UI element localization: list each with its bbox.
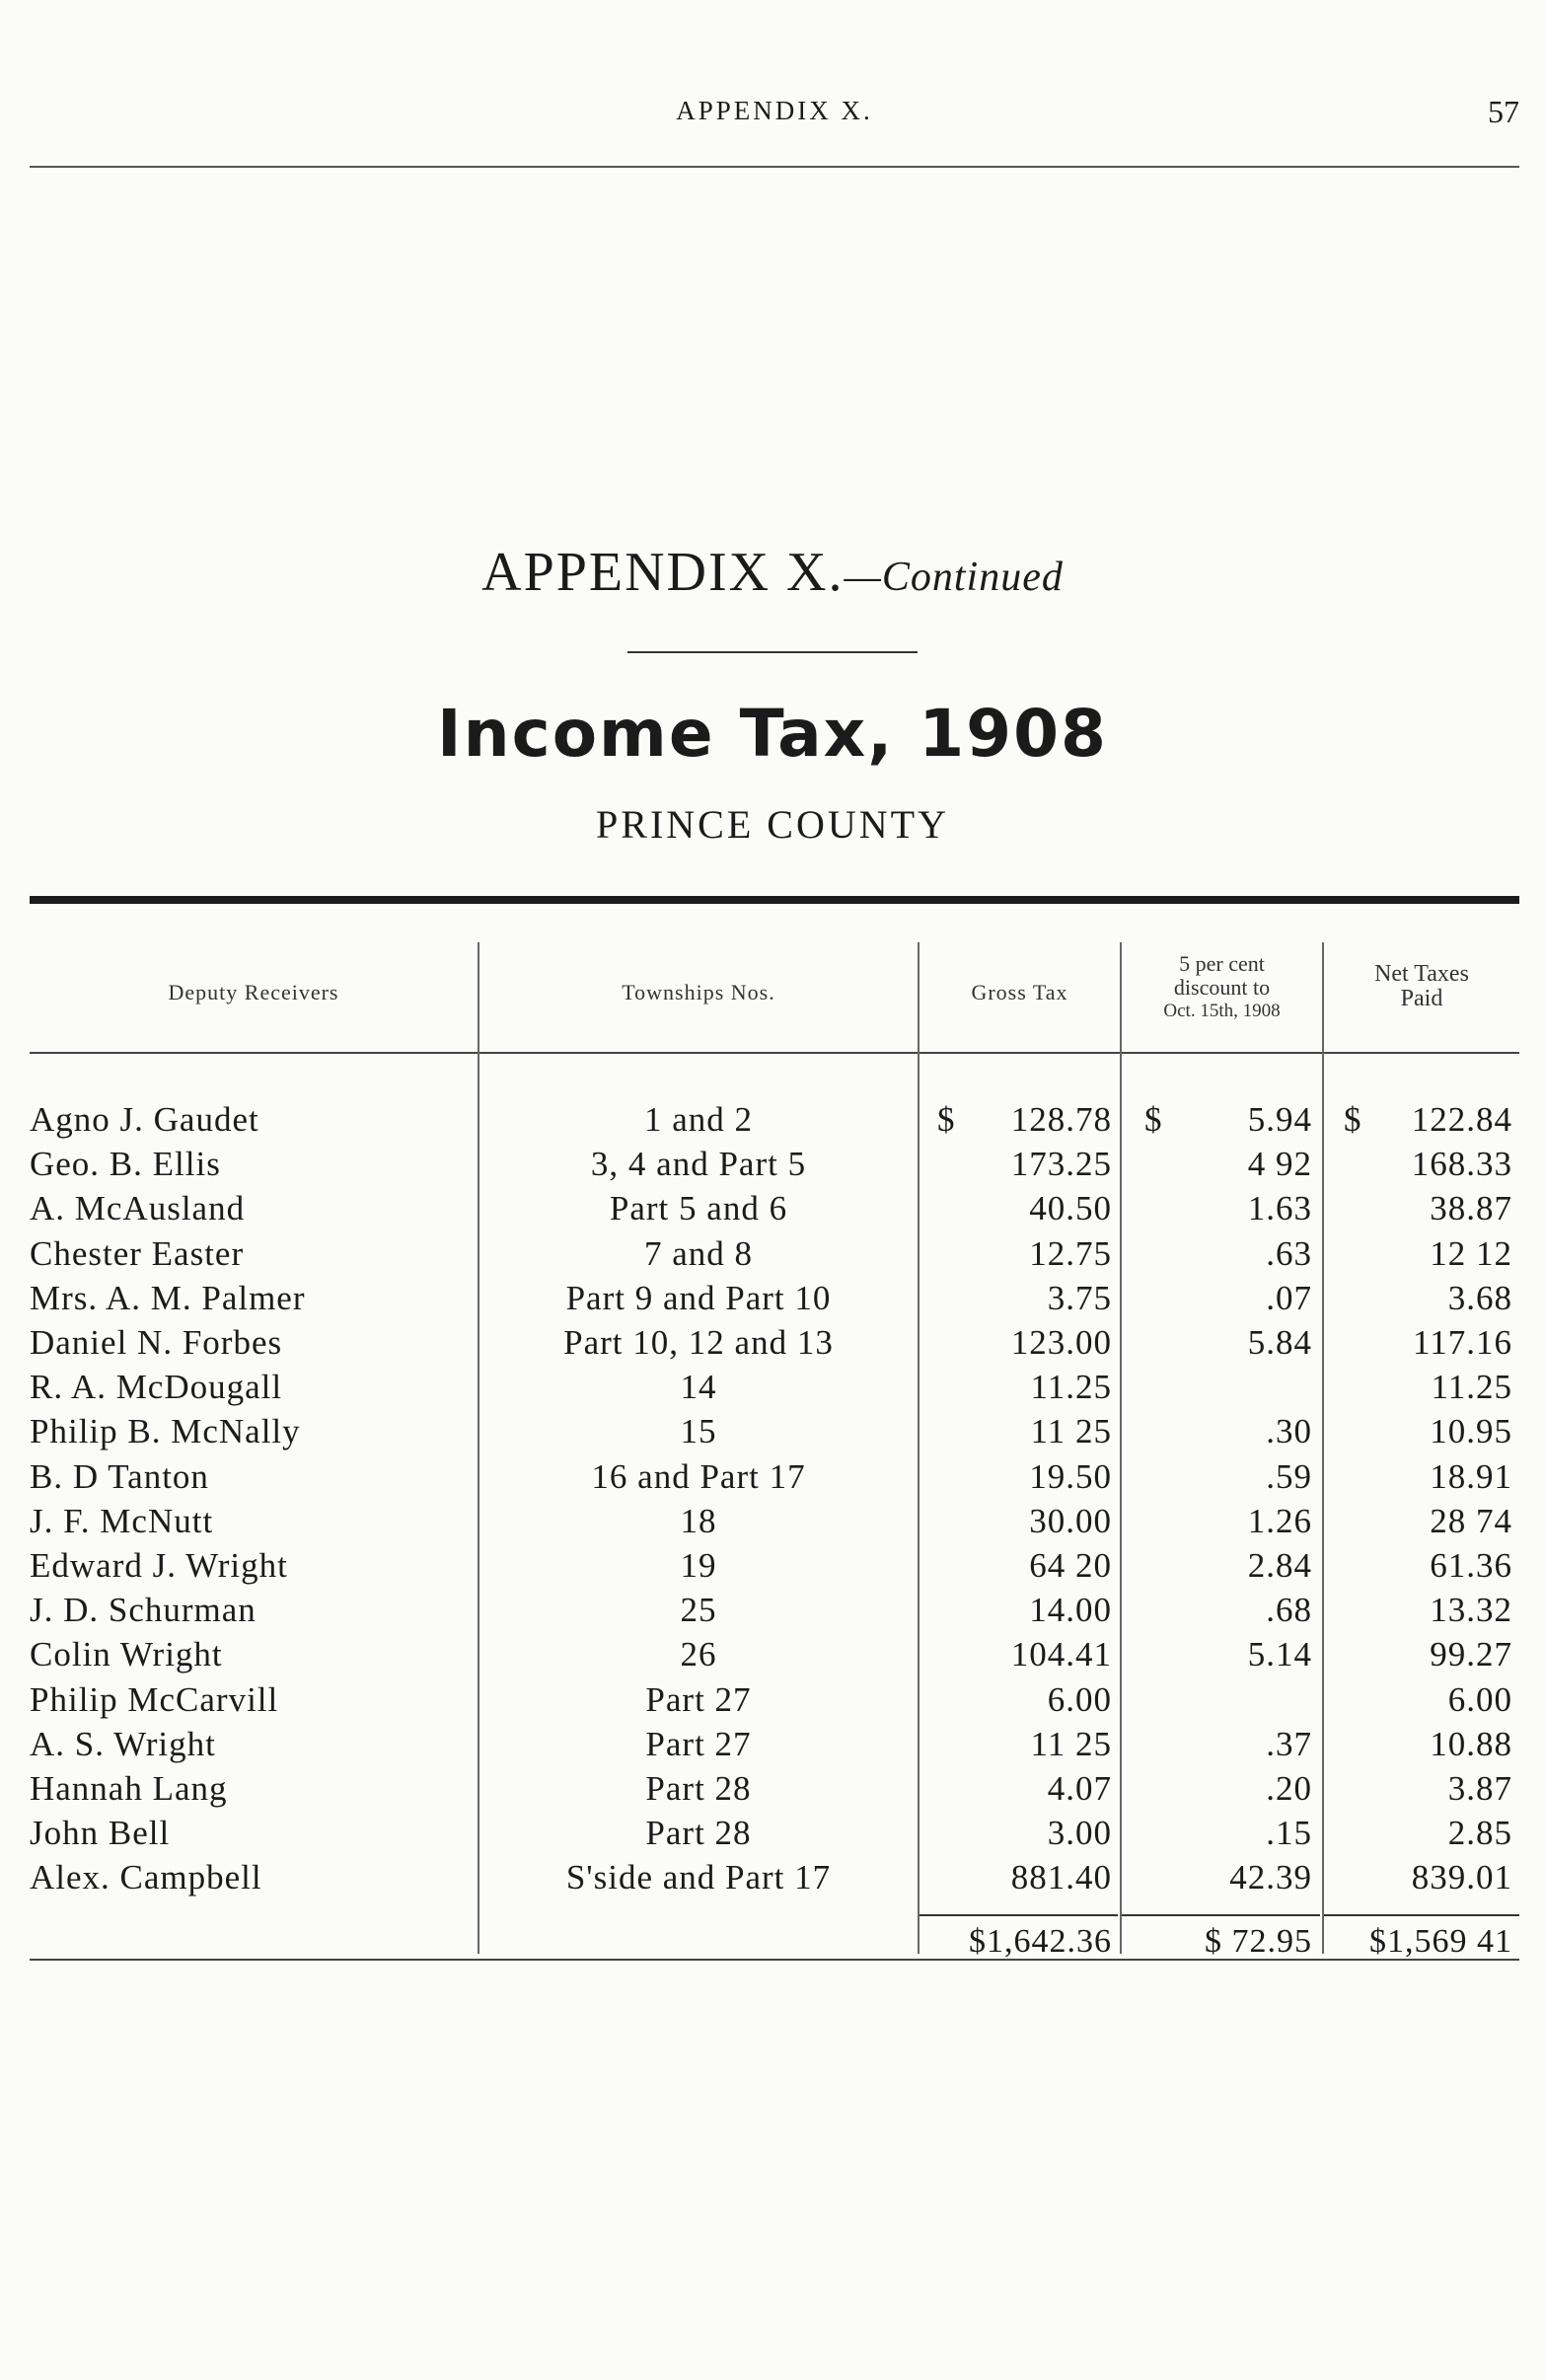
column-divider (918, 942, 920, 1954)
net-taxes-value: 13.32 (1430, 1591, 1512, 1629)
discount-value: .07 (1266, 1279, 1312, 1317)
township-nos: 14 (680, 1368, 717, 1406)
receiver-name: J. D. Schurman (30, 1591, 257, 1629)
gross-tax-value: 64 20 (1029, 1546, 1112, 1585)
receiver-name: B. D Tanton (30, 1457, 209, 1496)
discount-value: 42.39 (1229, 1858, 1312, 1897)
receiver-name: John Bell (30, 1814, 171, 1852)
discount-value (1125, 1677, 1312, 1722)
gross-tax-value: 11 25 (1030, 1412, 1112, 1450)
net-taxes-value: 2.85 (1447, 1814, 1512, 1852)
gross-tax-value: 12.75 (1029, 1234, 1112, 1273)
net-taxes-value: 99.27 (1430, 1635, 1512, 1673)
discount-value: .15 (1266, 1814, 1312, 1852)
header-net-taxes (1324, 962, 1519, 1011)
discount-value: .30 (1266, 1412, 1312, 1450)
discount-value: .59 (1266, 1457, 1312, 1496)
receiver-name: R. A. McDougall (30, 1368, 283, 1406)
township-nos: Part 28 (645, 1769, 752, 1808)
gross-tax-value: 173.25 (1010, 1145, 1112, 1183)
header-net-line2: Paid (1400, 986, 1443, 1011)
continued-label: —Continued (844, 555, 1064, 600)
net-taxes-value: 6.00 (1447, 1680, 1512, 1719)
township-nos: Part 27 (645, 1725, 752, 1763)
gross-tax-value: 881.40 (1010, 1858, 1112, 1897)
gross-tax-value: 4.07 (1047, 1769, 1112, 1808)
gross-tax-value: 128.78 (1010, 1100, 1112, 1139)
net-taxes-value: 122.84 (1411, 1100, 1512, 1139)
net-taxes-value: 28 74 (1430, 1502, 1512, 1540)
header-townships: Townships Nos. (622, 980, 775, 1004)
net-total-rule (1324, 1914, 1519, 1916)
net-taxes-value: 3.68 (1447, 1279, 1512, 1317)
township-nos: 26 (680, 1635, 717, 1673)
discount-value: .37 (1266, 1725, 1312, 1763)
gross-tax-value: 30.00 (1029, 1502, 1112, 1540)
township-nos: Part 10, 12 and 13 (563, 1323, 834, 1362)
township-nos: 19 (680, 1546, 717, 1585)
discount-value: .20 (1266, 1769, 1312, 1808)
receiver-name: A. McAusland (30, 1189, 246, 1227)
township-nos: 25 (680, 1591, 717, 1629)
appendix-label: APPENDIX X. (481, 542, 845, 603)
net-taxes-value: 3.87 (1447, 1769, 1512, 1808)
column-divider (1322, 942, 1324, 1954)
receiver-name: Colin Wright (30, 1635, 223, 1673)
gross-tax-value: 104.41 (1010, 1635, 1112, 1673)
receiver-name: Mrs. A. M. Palmer (30, 1279, 306, 1317)
township-nos: Part 9 and Part 10 (565, 1279, 832, 1317)
gross-tax-value: 3.00 (1047, 1814, 1112, 1852)
running-head (30, 94, 1519, 143)
receiver-name: Alex. Campbell (30, 1858, 262, 1897)
gross-tax-value: 14.00 (1029, 1591, 1112, 1629)
discount-value: 5.94 (1247, 1100, 1312, 1139)
receiver-name: Philip B. McNally (30, 1412, 301, 1450)
table-top-rule (30, 896, 1519, 904)
receiver-name: Daniel N. Forbes (30, 1323, 283, 1362)
header-deputy-receivers: Deputy Receivers (168, 980, 339, 1004)
discount-value: 5.14 (1247, 1635, 1312, 1673)
township-nos: 15 (680, 1412, 717, 1450)
township-nos: 3, 4 and Part 5 (590, 1145, 807, 1183)
net-taxes-value: 12 12 (1430, 1234, 1512, 1273)
net-taxes-value: 117.16 (1413, 1323, 1512, 1362)
receiver-name: Chester Easter (30, 1234, 245, 1273)
township-nos: Part 28 (645, 1814, 752, 1852)
page-number: 57 (1488, 94, 1519, 129)
discount-value: 1.63 (1247, 1189, 1312, 1227)
township-nos: 16 and Part 17 (591, 1457, 806, 1496)
receiver-name: Hannah Lang (30, 1769, 228, 1808)
total-gross: $1,642.36 (969, 1923, 1112, 1960)
net-taxes-value: 10.88 (1430, 1725, 1512, 1763)
net-taxes-value: 61.36 (1430, 1546, 1512, 1585)
header-discount-line1: 5 per cent (1179, 951, 1265, 976)
county-subtitle: PRINCE COUNTY (596, 802, 949, 847)
header-net-line1: Net Taxes (1374, 961, 1469, 987)
discount-value (1125, 1365, 1312, 1409)
net-taxes-value: 10.95 (1430, 1412, 1512, 1450)
header-discount (1122, 952, 1322, 1023)
running-head-title: APPENDIX X. (676, 96, 873, 125)
receiver-name: Edward J. Wright (30, 1546, 288, 1585)
discount-value: .63 (1266, 1234, 1312, 1273)
discount-value: 1.26 (1247, 1502, 1312, 1540)
appendix-heading (0, 541, 1545, 604)
township-nos: Part 27 (645, 1680, 752, 1719)
dollar-sign-gross: $ (937, 1100, 955, 1139)
total-discount: $ 72.95 (1205, 1923, 1312, 1960)
table-header-rule (30, 1052, 1519, 1054)
heading-divider (627, 651, 918, 653)
discount-value: 4 92 (1247, 1145, 1312, 1183)
township-nos: 18 (680, 1502, 717, 1540)
gross-tax-value: 6.00 (1047, 1680, 1112, 1719)
receiver-name: J. F. McNutt (30, 1502, 214, 1540)
column-divider (1120, 942, 1122, 1954)
net-taxes-value: 11.25 (1431, 1368, 1512, 1406)
receiver-name: Geo. B. Ellis (30, 1145, 221, 1183)
receiver-name: Agno J. Gaudet (30, 1100, 259, 1139)
gross-tax-value: 11 25 (1030, 1725, 1112, 1763)
township-nos: 7 and 8 (643, 1234, 754, 1273)
dollar-sign-discount: $ (1144, 1100, 1162, 1139)
gross-total-rule (920, 1914, 1118, 1916)
township-nos: Part 5 and 6 (609, 1189, 788, 1227)
township-nos: 1 and 2 (643, 1100, 754, 1139)
discount-value: 2.84 (1247, 1546, 1312, 1585)
top-rule (30, 166, 1519, 168)
receiver-name: Philip McCarvill (30, 1680, 279, 1719)
column-divider (478, 942, 479, 1954)
page-title: Income Tax, 1908 (437, 696, 1108, 772)
total-net: $1,569 41 (1369, 1923, 1512, 1960)
net-taxes-value: 18.91 (1430, 1457, 1512, 1496)
discount-total-rule (1122, 1914, 1320, 1916)
gross-tax-value: 11.25 (1030, 1368, 1112, 1406)
township-nos: S'side and Part 17 (565, 1858, 832, 1897)
gross-tax-value: 123.00 (1010, 1323, 1112, 1362)
net-taxes-value: 839.01 (1411, 1858, 1512, 1897)
dollar-sign-net: $ (1344, 1100, 1361, 1139)
header-discount-line3: Oct. 15th, 1908 (1163, 1001, 1281, 1021)
discount-value: 5.84 (1247, 1323, 1312, 1362)
net-taxes-value: 38.87 (1430, 1189, 1512, 1227)
gross-tax-value: 3.75 (1047, 1279, 1112, 1317)
gross-tax-value: 40.50 (1029, 1189, 1112, 1227)
receiver-name: A. S. Wright (30, 1725, 216, 1763)
gross-tax-value: 19.50 (1029, 1457, 1112, 1496)
header-gross-tax: Gross Tax (971, 980, 1068, 1004)
header-discount-line2: discount to (1173, 975, 1271, 1000)
net-taxes-value: 168.33 (1411, 1145, 1512, 1183)
discount-value: .68 (1266, 1591, 1312, 1629)
